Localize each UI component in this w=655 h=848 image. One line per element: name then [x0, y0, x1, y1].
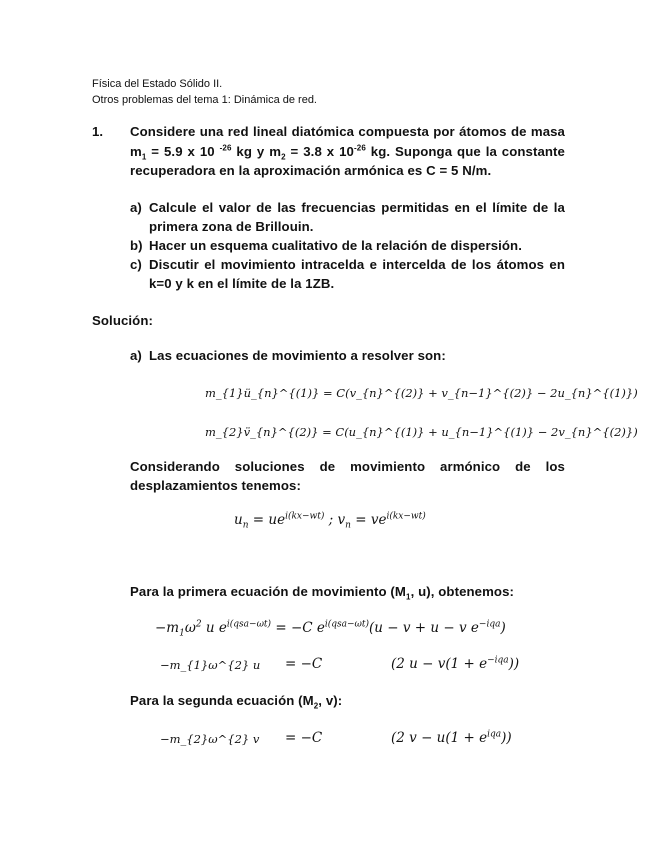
document-subtitle: Otros problemas del tema 1: Dinámica de red. [92, 94, 317, 106]
paragraph-line: Considerando soluciones de movimiento armónico de los [130, 459, 565, 474]
statement-line: recuperadora en la aproximación armónica es C = 5 N/m. [130, 163, 492, 178]
item-text: Discutir el movimiento intracelda e intercelda de los átomos en [149, 257, 565, 272]
item-text: Hacer un esquema cualitativo de la relación de dispersión. [149, 238, 522, 253]
equation-mid: = −C [285, 730, 323, 746]
statement-line: Considere una red lineal diatómica compuesta por átomos de masa [130, 124, 565, 139]
part-text: Las ecuaciones de movimiento a resolver son: [149, 348, 446, 363]
equation-mid: = −C [285, 656, 323, 672]
item-text: Calcule el valor de las frecuencias permitidas en el límite de la [149, 200, 565, 215]
solution-heading: Solución: [92, 313, 153, 328]
item-label: a) [130, 200, 142, 215]
part-label: a) [130, 348, 142, 363]
paragraph-line: Para la primera ecuación de movimiento ($M_1$, u), obtenemos: [130, 584, 514, 602]
item-label: c) [130, 257, 142, 272]
paragraph-line: desplazamientos tenemos: [130, 478, 301, 493]
item-label: b) [130, 238, 143, 253]
item-text: primera zona de Brillouin. [149, 219, 314, 234]
equation: m_{2}v̈_{n}^{(2)} = C(u_{n}^{(1)} + u_{n−1}^{(1)} − 2v_{n}^{(2)}) [205, 425, 638, 439]
equation: m_{1}ü_{n}^{(1)} = C(v_{n}^{(2)} + v_{n−1}^{(2)} − 2u_{n}^{(1)}) [205, 386, 638, 400]
equation-rhs: (2 $v - u(1 + e^{iqa})$) [391, 729, 512, 746]
statement-line: $m_1 = 5.9$ x 10 $^{-26}$ kg y $m_2 = 3.8$ x $10^{-26}$ kg. Suponga que la constante [130, 143, 565, 162]
equation-lhs: −m_{2}ω^{2} v [160, 732, 260, 746]
equation: $u_n = ue^{i(kx-wt)}$ ; $v_n = ve^{i(kx-wt)}$ [234, 511, 426, 531]
equation-rhs: (2 $u - v(1 + e^{-iqa})$) [391, 655, 520, 672]
paragraph-line: Para la segunda ecuación ($M_2$, v): [130, 693, 343, 711]
equation: $-m_1\omega^2$ u $e^{i(qsa-\omega t)} = -C$ $e^{i(qsa-\omega t)}(u - v + u - v$ $e^{-iqa}$) [155, 619, 506, 639]
problem-number: 1. [92, 124, 104, 139]
item-text: k=0 y k en el límite de la 1ZB. [149, 276, 335, 291]
equation-lhs: −m_{1}ω^{2} u [160, 658, 261, 672]
course-title: Física del Estado Sólido II. [92, 78, 223, 90]
